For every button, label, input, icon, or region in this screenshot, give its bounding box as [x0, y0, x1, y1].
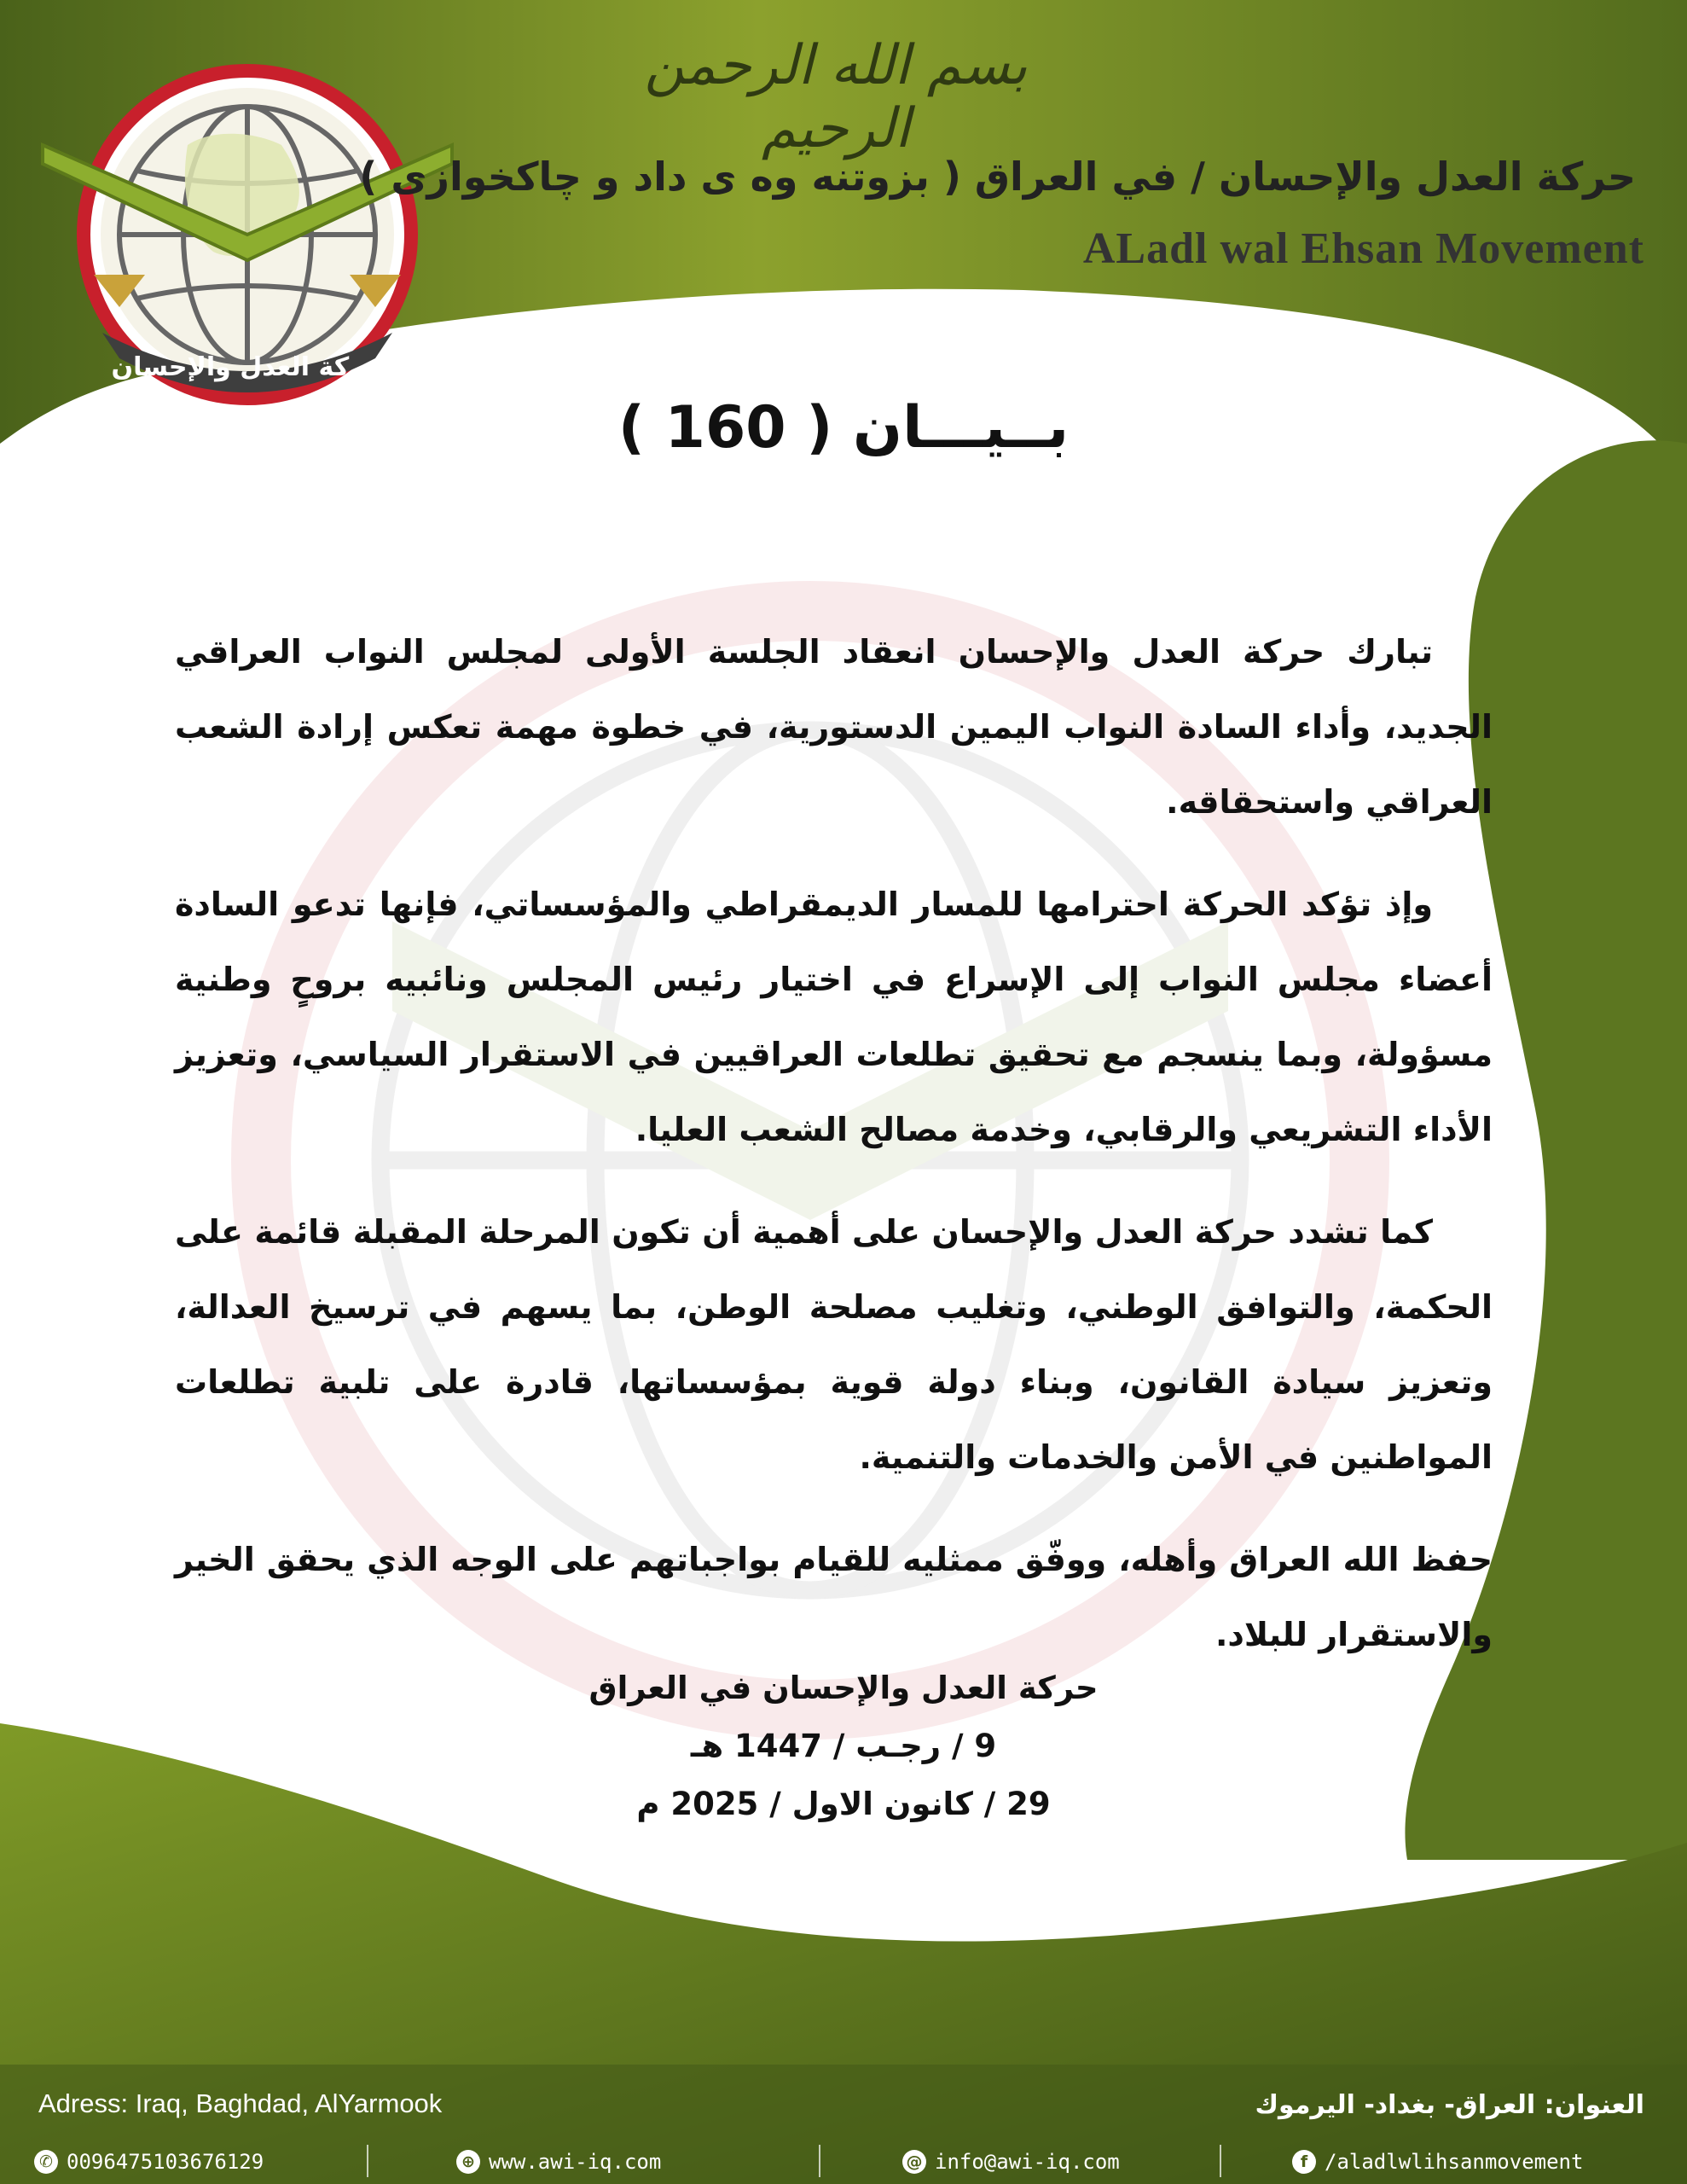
- statement-title: بــيـــان ( 160 ): [617, 394, 1070, 462]
- phone-icon: ✆: [34, 2150, 58, 2174]
- gregorian-date: 29 / كانون الاول / 2025 م: [636, 1786, 1051, 1822]
- globe-icon: ⊕: [456, 2150, 480, 2174]
- facebook-link[interactable]: /aladlwlihsanmovement: [1325, 2150, 1584, 2174]
- facebook-icon: f: [1292, 2150, 1316, 2174]
- website-contact[interactable]: [456, 2150, 661, 2174]
- organization-name-english: ALadl wal Ehsan Movement: [1082, 224, 1644, 273]
- statement-body: [175, 614, 1493, 1699]
- body-paragraph-closing: حفظ الله العراق وأهله، ووفّق ممثليه للقيام بواجباتهم على الوجه الذي يحقق الخير والاستقرار للبلاد.: [175, 1541, 1493, 1653]
- email-link[interactable]: info@awi-iq.com: [935, 2150, 1120, 2174]
- address-arabic: العنوان: العراق- بغداد- اليرموك: [1255, 2090, 1644, 2120]
- signature-block: [0, 1659, 1687, 1833]
- email-icon: @: [902, 2150, 926, 2174]
- email-contact[interactable]: [902, 2150, 1120, 2174]
- phone-number: 009647510367612​9: [67, 2150, 264, 2174]
- signature-org: حركة العدل والإحسان في العراق: [588, 1670, 1099, 1706]
- movement-logo: [34, 51, 461, 410]
- basmala: بسم الله الرحمن الرحيم: [644, 34, 1028, 160]
- phone-contact: [34, 2150, 264, 2174]
- website-link[interactable]: www.awi-iq.com: [489, 2150, 662, 2174]
- body-paragraph: وإذ تؤكد الحركة احترامها للمسار الديمقراطي والمؤسساتي، فإنها تدعو السادة أعضاء مجلس النواب إلى الإسراع في اختيار رئيس المجلس ونائبيه بروحٍ وطنية مسؤولة، وبما ينسجم مع تحقيق تطلعات العراقيين في الاستقرار السياسي، وتعزيز الأداء التشريعي والرقابي، وخدمة مصالح الشعب العليا.: [175, 886, 1493, 1148]
- body-paragraph: تبارك حركة العدل والإحسان انعقاد الجلسة الأولى لمجلس النواب العراقي الجديد، وأداء السادة النواب اليمين الدستورية، في خطوة مهمة تعكس إرادة الشعب العراقي واستحقاقه.: [175, 633, 1493, 821]
- body-paragraph: كما تشدد حركة العدل والإحسان على أهمية أن تكون المرحلة المقبلة قائمة على الحكمة، والتوافق الوطني، وتغليب مصلحة الوطن، بما يسهم في ترسيخ العدالة، وتعزيز سيادة القانون، وبناء دولة قوية بمؤسساتها، قادرة على تلبية تطلعات المواطنين في الأمن والخدمات والتنمية.: [175, 1213, 1493, 1476]
- hijri-date: 9 / رجـب / 1447 هـ: [690, 1728, 997, 1764]
- footer-divider: [367, 2145, 368, 2177]
- facebook-contact[interactable]: [1292, 2150, 1583, 2174]
- organization-name-arabic: حركة العدل والإحسان / في العراق ( بزوتنه وه ى داد و چاكخوازى ): [359, 154, 1636, 200]
- logo-ring-text: حركة العدل والإحسان: [111, 352, 384, 382]
- contact-bar: [0, 2141, 1687, 2184]
- footer-divider: [819, 2145, 820, 2177]
- address-english: Adress: Iraq, Baghdad, AlYarmook: [38, 2088, 443, 2118]
- footer-divider: [1220, 2145, 1221, 2177]
